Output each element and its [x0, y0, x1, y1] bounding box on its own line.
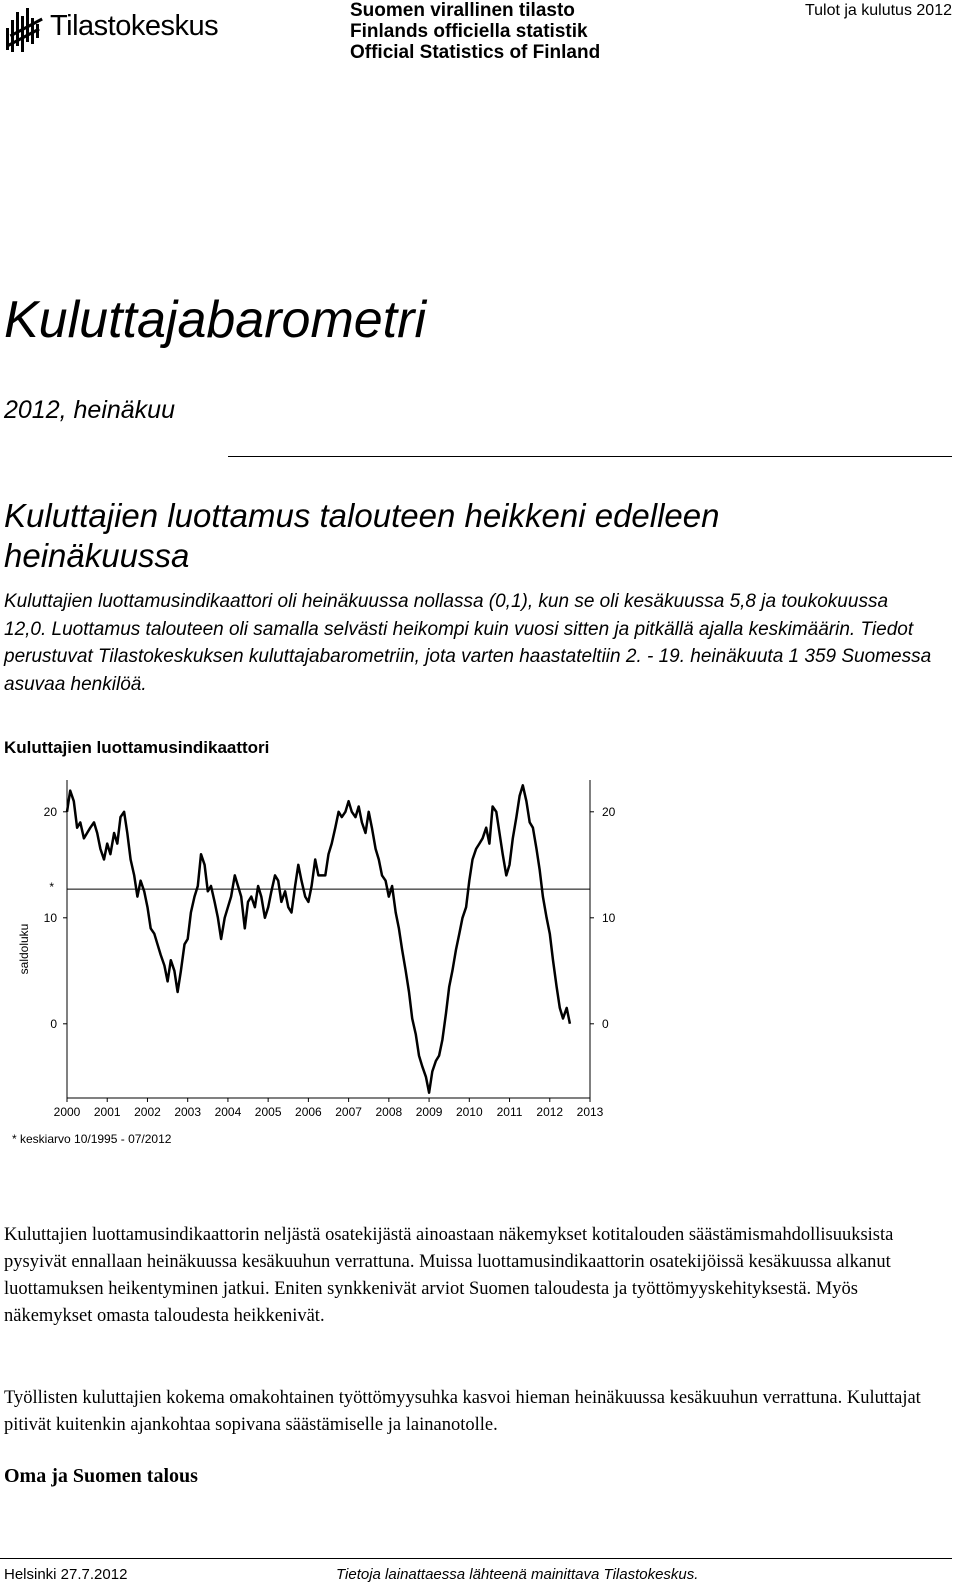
chart-svg [0, 770, 630, 1155]
y-tick-label-left: 10 [43, 910, 57, 925]
chart-title: Kuluttajien luottamusindikaattori [4, 738, 270, 757]
footer-citation-note: Tietoja lainattaessa lähteenä mainittava Tilastokeskus. [336, 1566, 699, 1583]
y-tick-label-right: 0 [602, 1016, 609, 1031]
x-tick-label: 2003 [174, 1105, 202, 1119]
body-paragraph-2: Työllisten kuluttajien kokema omakohtainen työttömyysuhka kasvoi hieman heinäkuussa kesäkuuhun verrattuna. Kuluttajat pitivät kuitenkin ajankohtaa sopivana säästämiselle ja lainanotolle. [4, 1388, 921, 1435]
lead-paragraph: Kuluttajien luottamusindikaattori oli heinäkuussa nollassa (0,1), kun se oli kesäkuussa 5,8 ja toukokuussa 12,0. Luottamus talouteen oli samalla selvästi heikompi kuin vuosi sitten ja pitkällä ajalla keskimäärin. Tiedot perustuvat Tilastokeskuksen kuluttajabarometriin, jota varten haastateltiin 2. - 19. heinäkuuta 1 359 Suomessa asuvaa henkilöä. [4, 591, 932, 695]
official-line-fi: Suomen virallinen tilasto [350, 0, 575, 21]
official-line-en: Official Statistics of Finland [350, 42, 601, 63]
y-tick-label-right: 10 [602, 910, 616, 925]
average-marker: * [49, 880, 54, 895]
logo-mark-icon [4, 6, 50, 54]
x-tick-label: 2004 [214, 1105, 242, 1119]
publication-name: Tulot ja kulutus 2012 [804, 2, 952, 19]
x-tick-label: 2012 [536, 1105, 564, 1119]
y-tick-label-right: 20 [602, 804, 616, 819]
x-tick-label: 2013 [576, 1105, 604, 1119]
y-tick-label-left: 0 [50, 1016, 57, 1031]
series-line-confidence [67, 785, 570, 1092]
x-tick-label: 2008 [375, 1105, 403, 1119]
brand-name: Tilastokeskus [50, 10, 219, 42]
x-tick-label: 2005 [254, 1105, 282, 1119]
x-tick-label: 2009 [415, 1105, 443, 1119]
x-tick-label: 2000 [53, 1105, 81, 1119]
x-tick-label: 2002 [134, 1105, 161, 1119]
x-tick-label: 2011 [496, 1105, 523, 1119]
confidence-indicator-chart [0, 770, 630, 1160]
page-subtitle: 2012, heinäkuu [4, 396, 175, 424]
page-title: Kuluttajabarometri [4, 291, 426, 349]
official-statistics-lines [350, 0, 600, 63]
x-tick-label: 2001 [93, 1105, 121, 1119]
x-tick-label: 2007 [335, 1105, 362, 1119]
section-heading: Oma ja Suomen talous [4, 1465, 198, 1487]
headline: Kuluttajien luottamus talouteen heikkeni edelleen heinäkuussa [4, 497, 720, 574]
x-tick-label: 2010 [455, 1105, 483, 1119]
footer-date: Helsinki 27.7.2012 [4, 1566, 128, 1583]
y-axis-label: saldoluku [17, 923, 31, 975]
y-tick-label-left: 20 [43, 804, 57, 819]
chart-footnote: * keskiarvo 10/1995 - 07/2012 [12, 1132, 172, 1146]
divider-bottom [0, 1558, 952, 1559]
divider-top [228, 456, 952, 457]
official-line-sv: Finlands officiella statistik [350, 21, 588, 42]
x-tick-label: 2006 [295, 1105, 322, 1119]
body-paragraph-1: Kuluttajien luottamusindikaattorin neljästä osatekijästä ainoastaan näkemykset kotitalouden säästämismahdollisuuksista pysyivät ennallaan heinäkuussa kesäkuuhun verrattuna. Muissa luottamusindikaattorin osatekijöissä kesäkuussa alkanut luottamuksen heikentyminen jatkui. Eniten synkkenivät arviot Suomen taloudesta ja työttömyyskehityksestä. Myös näkemykset omasta taloudesta heikkenivät. [4, 1225, 894, 1326]
